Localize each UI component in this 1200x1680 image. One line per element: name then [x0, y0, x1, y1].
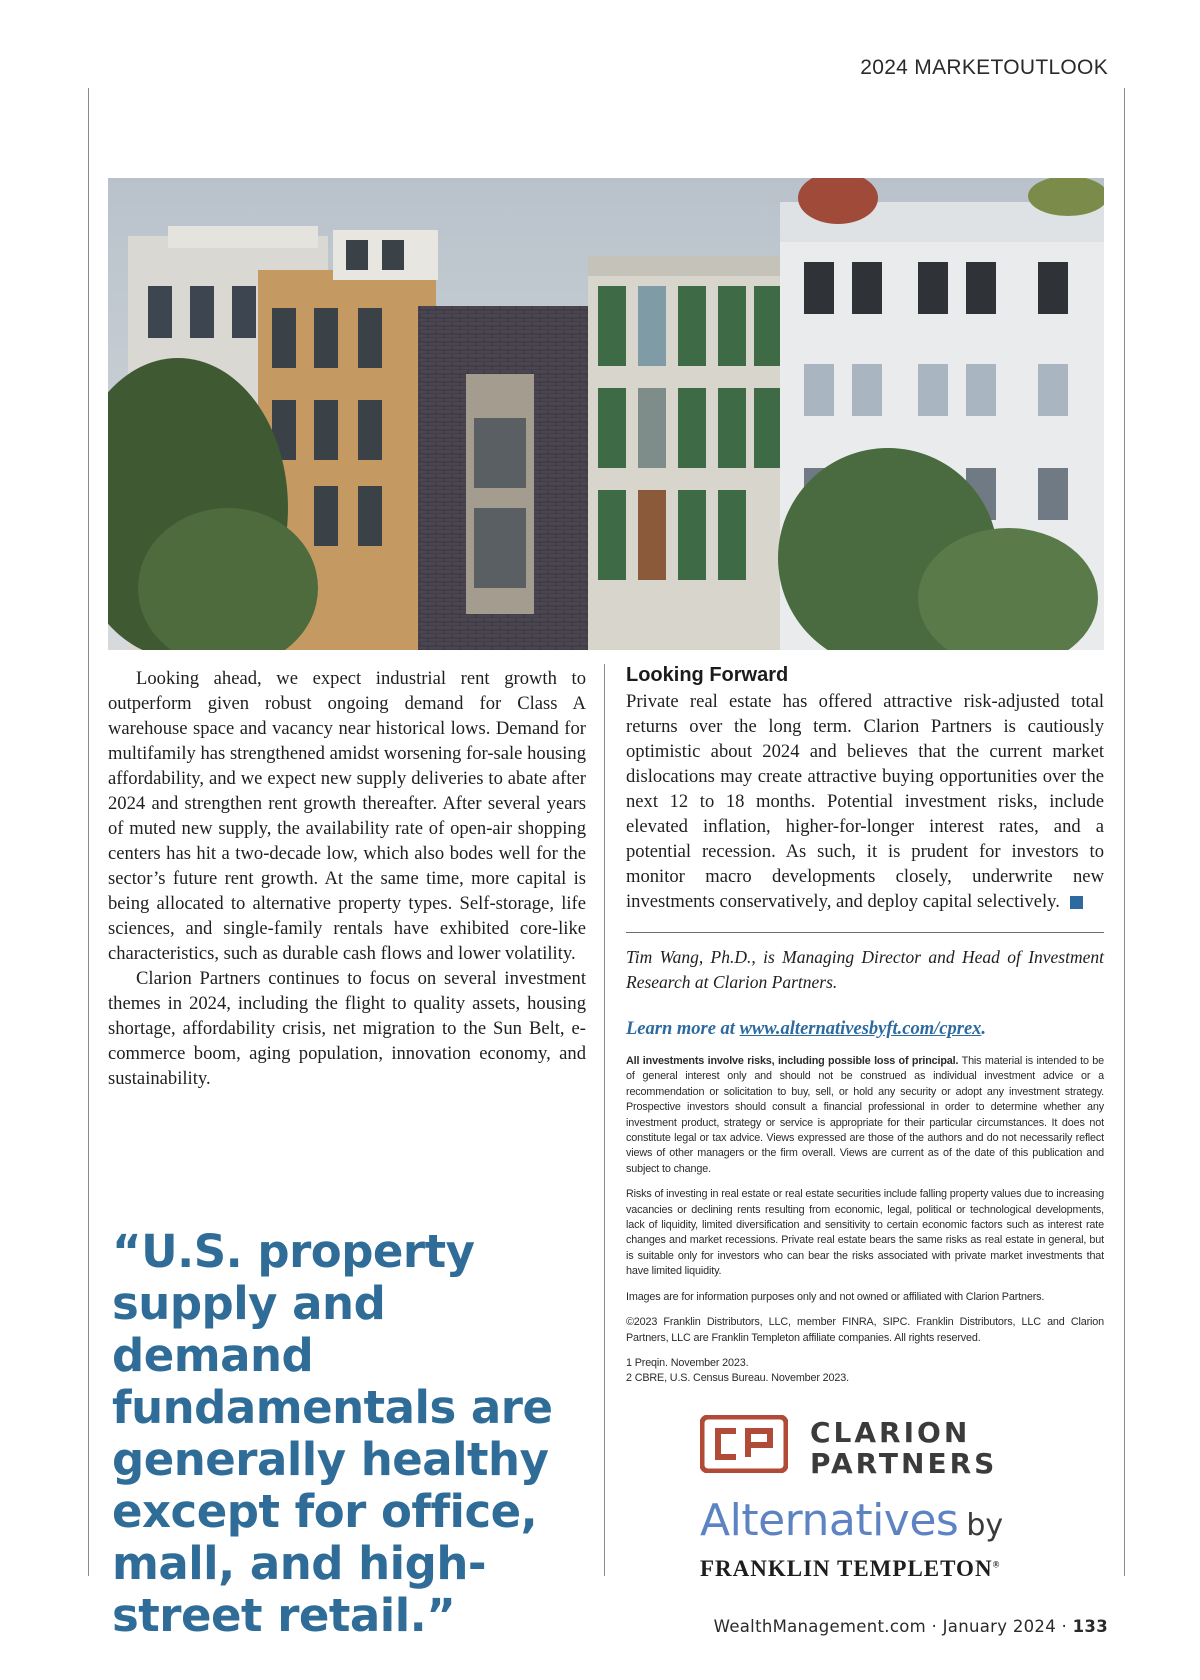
learn-more-link[interactable]: www.alternativesbyft.com/cprex	[739, 1019, 982, 1039]
learn-more-line	[626, 1019, 1104, 1040]
right-border-rule	[1124, 88, 1125, 1576]
footer-date: January 2024	[942, 1617, 1057, 1636]
disclaimer-paragraph: ©2023 Franklin Distributors, LLC, member FINRA, SIPC. Franklin Distributors, LLC and Clarion Partners, LLC are Franklin Templeton affiliate companies. All rights reserved.	[626, 1316, 1104, 1344]
body-paragraph: Looking ahead, we expect industrial rent growth to outperform given robust ongoing demand for Class A warehouse space and vacancy near historical lows. Demand for multifamily has strengthened amidst worsening for-sale housing affordability, and we expect new supply deliveries to abate after 2024 and strengthen rent growth thereafter. After several years of muted new supply, the availability rate of open-air shopping centers has hit a two-decade low, which also bodes well for the sector’s future rent growth. At the same time, more capital is being allocated to alternative property types. Self-storage, life sciences, and single-family rentals have exhibited core-like characteristics, such as durable cash flows and lower volatility.	[108, 668, 586, 964]
body-paragraph	[626, 689, 1104, 914]
learn-more-suffix: .	[981, 1019, 987, 1039]
clarion-partners-logo	[700, 1415, 1040, 1481]
footnote: 2 CBRE, U.S. Census Bureau. November 2023.	[626, 1372, 849, 1385]
pull-quote: “U.S. property supply and demand fundamentals are generally healthy except for office, mall, and high-street retail.”	[112, 1225, 553, 1642]
footer-site: WealthManagement.com	[713, 1617, 926, 1636]
section-heading: Looking Forward	[626, 664, 789, 686]
running-header: 2024 MARKETOUTLOOK	[860, 56, 1108, 79]
left-border-rule	[88, 88, 89, 1576]
author-bio: Tim Wang, Ph.D., is Managing Director and Head of Investment Research at Clarion Partners.	[626, 947, 1104, 992]
alternatives-logo	[700, 1495, 1003, 1546]
body-left-column	[108, 666, 586, 1091]
apartment-buildings-photo	[108, 178, 1104, 650]
clarion-wordmark	[810, 1417, 997, 1479]
franklin-wordmark: FRANKLIN TEMPLETON	[700, 1556, 993, 1581]
clarion-line-1: CLARION	[810, 1416, 971, 1449]
body-right-column	[626, 664, 1104, 1387]
end-of-article-mark	[1070, 896, 1083, 909]
alternatives-word: Alternatives	[700, 1495, 959, 1546]
looking-forward-text: Private real estate has offered attractive risk-adjusted total returns over the long term. Clarion Partners is cautiously optimistic about 2024 and believes that the current market dislocations may create attractive buying opportunities over the next 12 to 18 months. Potential investment risks, include elevated inflation, higher-for-longer interest rates, and a potential recession. As such, it is prudent for investors to monitor macro developments closely, underwrite new investments conservatively, and deploy capital selectively.	[626, 691, 1104, 912]
page-footer	[714, 1617, 1108, 1636]
column-divider-rule	[604, 664, 605, 1576]
footer-separator: ·	[925, 1617, 943, 1636]
learn-more-prefix: Learn more at	[626, 1019, 740, 1039]
alternatives-by: by	[966, 1508, 1004, 1543]
legal-disclaimer	[626, 1054, 1104, 1387]
bio-divider	[626, 932, 1104, 933]
clarion-line-2: PARTNERS	[810, 1447, 998, 1480]
page-number: 133	[1072, 1617, 1108, 1636]
disclaimer-text: This material is intended to be of general interest only and should not be construed as individual investment advice or a recommendation or solicitation to buy, sell, or hold any security or adopt any investment strategy. Prospective investors should consult a financial professional in order to determine whether any investment product, strategy or service is appropriate for their particular circumstances. It does not constitute legal or tax advice. Views expressed are those of the authors and do not necessarily reflect views of other managers or the firm overall. Views are current as of the date of this publication and subject to change.	[626, 1055, 1104, 1175]
franklin-templeton-logo	[700, 1556, 1000, 1582]
disclaimer-lead: All investments involve risks, including possible loss of principal.	[626, 1055, 959, 1067]
disclaimer-paragraph	[626, 1054, 1104, 1177]
footnote: 1 Preqin. November 2023.	[626, 1356, 749, 1369]
body-paragraph: Clarion Partners continues to focus on several investment themes in 2024, including the flight to quality assets, housing shortage, affordability crisis, net migration to the Sun Belt, e-commerce boom, aging population, innovation economy, and sustainability.	[108, 968, 586, 1089]
disclaimer-paragraph: Risks of investing in real estate or real estate securities include falling property values due to increasing vacancies or declining rents resulting from economic, legal, political or technological developments, lack of liquidity, limited diversification and sensitivity to certain economic factors such as interest rate changes and market recessions. Private real estate bears the same risks as real estate in general, but is suitable only for investors who can bear the risks associated with private market investments that have limited liquidity.	[626, 1188, 1104, 1278]
clarion-cp-icon	[700, 1415, 788, 1473]
disclaimer-paragraph: Images are for information purposes only and not owned or affiliated with Clarion Partners.	[626, 1290, 1045, 1303]
footer-separator: ·	[1056, 1617, 1073, 1636]
registered-mark-icon: ®	[992, 1559, 1001, 1570]
